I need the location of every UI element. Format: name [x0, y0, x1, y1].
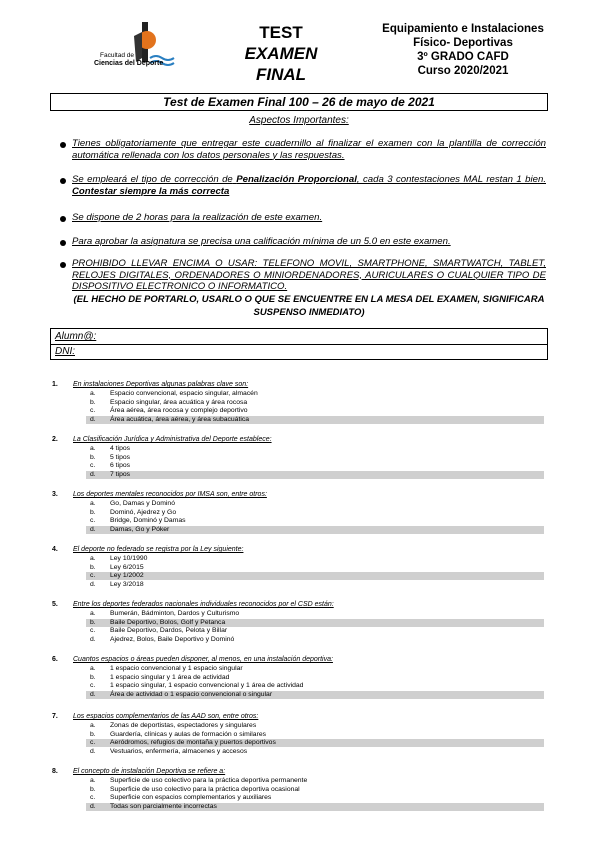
faculty-logo — [94, 18, 176, 80]
answer-option — [86, 564, 544, 572]
penalty-intro: Se empleará el tipo de corrección de — [72, 174, 233, 185]
penalty-type: Penalización Proporcional — [236, 174, 357, 185]
option-text: Damas, Go y Póker — [110, 525, 170, 533]
option-text: Vestuarios, enfermería, almacenes y accesos — [110, 747, 248, 755]
answer-option-highlighted — [86, 471, 544, 479]
option-letter: b. — [90, 618, 96, 626]
option-letter: a. — [90, 777, 96, 784]
faculty-logo-icon — [112, 18, 176, 80]
question-number: 6. — [52, 656, 58, 663]
answer-option — [86, 581, 544, 589]
question-text: El concepto de instalación Deportiva se refiere a: — [73, 768, 226, 775]
option-text: Dominó, Ajedrez y Go — [110, 508, 177, 516]
penalty-rule: , cada 3 contestaciones MAL restan 1 bien. — [356, 174, 546, 185]
option-letter: b. — [90, 508, 96, 516]
option-text: Zonas de deportistas, espectadores y singulares — [110, 722, 257, 729]
option-text: 1 espacio convencional y 1 espacio singular — [110, 665, 243, 672]
option-text: Superficie de uso colectivo para la práctica deportiva permanente — [110, 777, 308, 784]
answer-option — [86, 399, 544, 407]
bullet-icon — [60, 216, 66, 222]
option-letter: b. — [90, 785, 96, 793]
option-letter: d. — [90, 802, 96, 810]
option-letter: d. — [90, 470, 96, 478]
answer-option — [86, 777, 544, 785]
option-text: Área de actividad o 1 espacio convencional o singular — [110, 690, 273, 698]
exam-heading-line1: TEST — [259, 23, 303, 42]
answer-option — [86, 462, 544, 470]
option-text: 5 tipos — [110, 453, 131, 461]
student-divider — [51, 344, 547, 345]
option-letter: a. — [90, 445, 96, 452]
option-text: 4 tipos — [110, 445, 131, 452]
student-box — [50, 328, 548, 360]
course-grade: 3º GRADO CAFD — [417, 51, 509, 63]
dni-label: DNI: — [55, 346, 75, 357]
question-number: 3. — [52, 491, 58, 498]
option-text: Baile Deportivo, Dardos, Pelota y Billar — [110, 627, 228, 634]
answer-option — [86, 786, 544, 794]
option-letter: c. — [90, 627, 96, 634]
aspects-title: Aspectos Importantes: — [249, 115, 349, 126]
student-name-label: Alumn@: — [55, 331, 97, 342]
option-letter: a. — [90, 390, 96, 397]
option-text: Área aérea, área rocosa y complejo deportivo — [110, 407, 248, 414]
answer-option — [86, 748, 544, 756]
question-text: Los espacios complementarios de las AAD son, entre otros: — [73, 713, 259, 720]
aspect-item: Se dispone de 2 horas para la realización de este examen. — [72, 212, 323, 223]
answer-option-highlighted — [86, 803, 544, 811]
answer-option — [86, 682, 544, 690]
option-letter: b. — [90, 563, 96, 571]
aspect-item-prohibited: PROHIBIDO LLEVAR ENCIMA O USAR: TELEFONO MOVIL, SMARTPHONE, SMARTWATCH, TABLET, RELOJES DIGITALES, ORDENADORES O MINIORDENADORES, AURICULARES O CUALQUIER TIPO DE DISPOSITIVO ELECTRONICO O INFORMATICO. — [72, 258, 546, 292]
option-text: Aeródromos, refugios de montaña y puertos deportivos — [110, 739, 276, 746]
penalty-advice: Contestar siempre la más correcta — [72, 185, 230, 197]
option-text: Ajedrez, Bolos, Baile Deportivo y Dominó — [110, 635, 235, 643]
answer-option — [86, 445, 544, 453]
aspect-item: Para aprobar la asignatura se precisa una calificación mínima de un 5.0 en este examen. — [72, 236, 451, 247]
option-letter: d. — [90, 747, 96, 755]
answer-option — [86, 627, 544, 635]
question-number: 1. — [52, 381, 58, 388]
answer-option-highlighted — [86, 416, 544, 424]
question-number: 4. — [52, 546, 58, 553]
option-letter: b. — [90, 730, 96, 738]
option-text: Área acuática, área aérea, y área subacuática — [110, 415, 250, 423]
option-text: 1 espacio singular, 1 espacio convencional y 1 área de actividad — [110, 682, 304, 689]
option-letter: c. — [90, 572, 96, 579]
option-letter: c. — [90, 517, 96, 524]
logo-text-1: Facultad de — [100, 52, 134, 59]
option-text: Ley 3/2018 — [110, 580, 144, 588]
option-letter: a. — [90, 722, 96, 729]
answer-option — [86, 407, 544, 415]
option-text: Bumerán, Bádminton, Dardos y Culturismo — [110, 610, 240, 617]
option-letter: d. — [90, 415, 96, 423]
answer-option-highlighted — [86, 526, 544, 534]
bullet-icon — [60, 142, 66, 148]
answer-option-highlighted — [86, 739, 544, 747]
bullet-icon — [60, 262, 66, 268]
answer-option — [86, 454, 544, 462]
option-letter: a. — [90, 500, 96, 507]
question-text: La Clasificación Jurídica y Administrativa del Deporte establece: — [73, 436, 272, 443]
option-letter: b. — [90, 453, 96, 461]
option-letter: b. — [90, 673, 96, 681]
answer-option — [86, 500, 544, 508]
question-text: Cuantos espacios o áreas pueden disponer, al menos, en una instalación deportiva: — [73, 656, 333, 663]
option-text: 7 tipos — [110, 470, 131, 478]
option-letter: c. — [90, 739, 96, 746]
option-text: Espacio singular, área acuática y área rocosa — [110, 398, 248, 406]
question-text: El deporte no federado se registra por la Ley siguiente: — [73, 546, 244, 553]
option-letter: b. — [90, 398, 96, 406]
answer-option-highlighted — [86, 619, 544, 627]
question-number: 2. — [52, 436, 58, 443]
option-letter: a. — [90, 555, 96, 562]
answer-option — [86, 555, 544, 563]
question-text: Entre los deportes federados nacionales individuales reconocidos por el CSD están: — [73, 601, 334, 608]
answer-option — [86, 665, 544, 673]
option-text: Todas son parcialmente incorrectas — [110, 802, 217, 810]
option-text: Espacio convencional, espacio singular, almacén — [110, 390, 258, 397]
answer-option — [86, 509, 544, 517]
option-letter: c. — [90, 407, 96, 414]
bullet-icon — [60, 178, 66, 184]
question-text: Los deportes mentales reconocidos por IMSA son, entre otros: — [73, 491, 267, 498]
question-number: 8. — [52, 768, 58, 775]
option-text: 6 tipos — [110, 462, 131, 469]
answer-option — [86, 390, 544, 398]
option-text: 1 espacio singular y 1 área de actividad — [110, 673, 230, 681]
answer-option — [86, 517, 544, 525]
aspect-item: Tienes obligatoriamente que entregar este cuadernillo al finalizar el examen con la plantilla de corrección automática rellenada con los datos personales y las respuestas. — [72, 138, 546, 161]
option-letter: a. — [90, 610, 96, 617]
option-text: Ley 6/2015 — [110, 563, 144, 571]
option-letter: c. — [90, 462, 96, 469]
answer-option — [86, 731, 544, 739]
option-text: Bridge, Dominó y Damas — [110, 517, 186, 524]
option-text: Ley 10/1990 — [110, 555, 148, 562]
option-letter: c. — [90, 794, 96, 801]
answer-option-highlighted — [86, 572, 544, 580]
question-number: 5. — [52, 601, 58, 608]
warning-text: (EL HECHO DE PORTARLO, USARLO O QUE SE ENCUENTRE EN LA MESA DEL EXAMEN, SIGNIFICARA SUSPENSO INMEDIATO) — [73, 294, 545, 318]
answer-option — [86, 794, 544, 802]
option-text: Go, Damas y Dominó — [110, 500, 175, 507]
option-text: Ley 1/2002 — [110, 572, 144, 579]
option-letter: d. — [90, 690, 96, 698]
bullet-icon — [60, 240, 66, 246]
question-text: En instalaciones Deportivas algunas palabras clave son: — [73, 381, 249, 388]
answer-option — [86, 674, 544, 682]
exam-title: Test de Examen Final 100 – 26 de mayo de 2021 — [50, 93, 548, 111]
exam-heading — [236, 22, 326, 85]
exam-heading-line3: FINAL — [255, 65, 307, 84]
answer-option — [86, 636, 544, 644]
course-subject-2: Físico- Deportivas — [413, 37, 513, 49]
answer-option — [86, 722, 544, 730]
answer-option — [86, 610, 544, 618]
course-year: Curso 2020/2021 — [417, 65, 509, 77]
answer-option-highlighted — [86, 691, 544, 699]
question-number: 7. — [52, 713, 58, 720]
option-text: Baile Deportivo, Bolos, Golf y Petanca — [110, 618, 226, 626]
option-letter: d. — [90, 525, 96, 533]
exam-heading-line2: EXAMEN — [244, 44, 318, 63]
option-text: Guardería, clínicas y aulas de formación o similares — [110, 730, 267, 738]
logo-text-2: Ciencias del Deporte — [94, 60, 164, 67]
course-info — [372, 22, 554, 78]
option-letter: d. — [90, 580, 96, 588]
option-text: Superficie de uso colectivo para la práctica deportiva ocasional — [110, 785, 300, 793]
option-letter: d. — [90, 635, 96, 643]
course-subject: Equipamiento e Instalaciones — [382, 23, 544, 35]
option-letter: a. — [90, 665, 96, 672]
aspect-item-penalty — [72, 174, 546, 197]
option-text: Superficie con espacios complementarios y auxiliares — [110, 794, 272, 801]
option-letter: c. — [90, 682, 96, 689]
